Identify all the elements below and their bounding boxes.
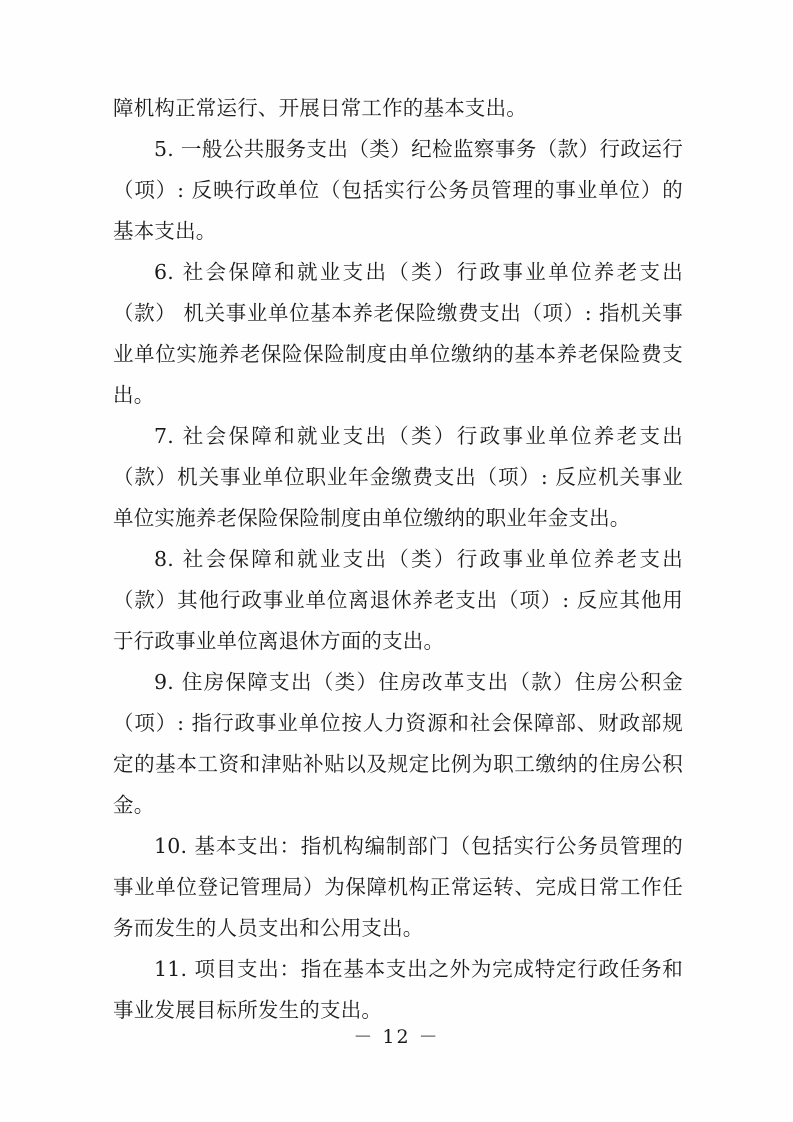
paragraph-item-6: 6. 社会保障和就业支出（类）行政事业单位养老支出（款） 机关事业单位基本养老保险缴费支出（项）: 指机关事业单位实施养老保险保险制度由单位缴纳的基本养老保险费支出。 bbox=[113, 260, 683, 407]
document-body bbox=[113, 88, 683, 1031]
page-number: － 12 － bbox=[353, 1026, 440, 1048]
paragraph-item-8: 8. 社会保障和就业支出（类）行政事业单位养老支出（款）其他行政事业单位离退休养老支出（项）: 反应其他用于行政事业单位离退休方面的支出。 bbox=[113, 547, 683, 653]
paragraph-item-9: 9. 住房保障支出（类）住房改革支出（款）住房公积金（项）: 指行政事业单位按人力资源和社会保障部、财政部规定的基本工资和津贴补贴以及规定比例为职工缴纳的住房公积金。 bbox=[113, 670, 683, 817]
paragraph-item-10: 10. 基本支出：指机构编制部门（包括实行公务员管理的事业单位登记管理局）为保障机构正常运转、完成日常工作任务而发生的人员支出和公用支出。 bbox=[113, 834, 683, 940]
paragraph-item-11: 11. 项目支出：指在基本支出之外为完成特定行政任务和事业发展目标所发生的支出。 bbox=[113, 957, 683, 1022]
paragraph-continued: 障机构正常运行、开展日常工作的基本支出。 bbox=[113, 96, 527, 120]
paragraph-item-5: 5. 一般公共服务支出（类）纪检监察事务（款）行政运行（项）: 反映行政单位（包括实行公务员管理的事业单位）的基本支出。 bbox=[113, 137, 683, 243]
paragraph-item-7: 7. 社会保障和就业支出（类）行政事业单位养老支出（款）机关事业单位职业年金缴费支出（项）: 反应机关事业单位实施养老保险保险制度由单位缴纳的职业年金支出。 bbox=[113, 424, 683, 530]
